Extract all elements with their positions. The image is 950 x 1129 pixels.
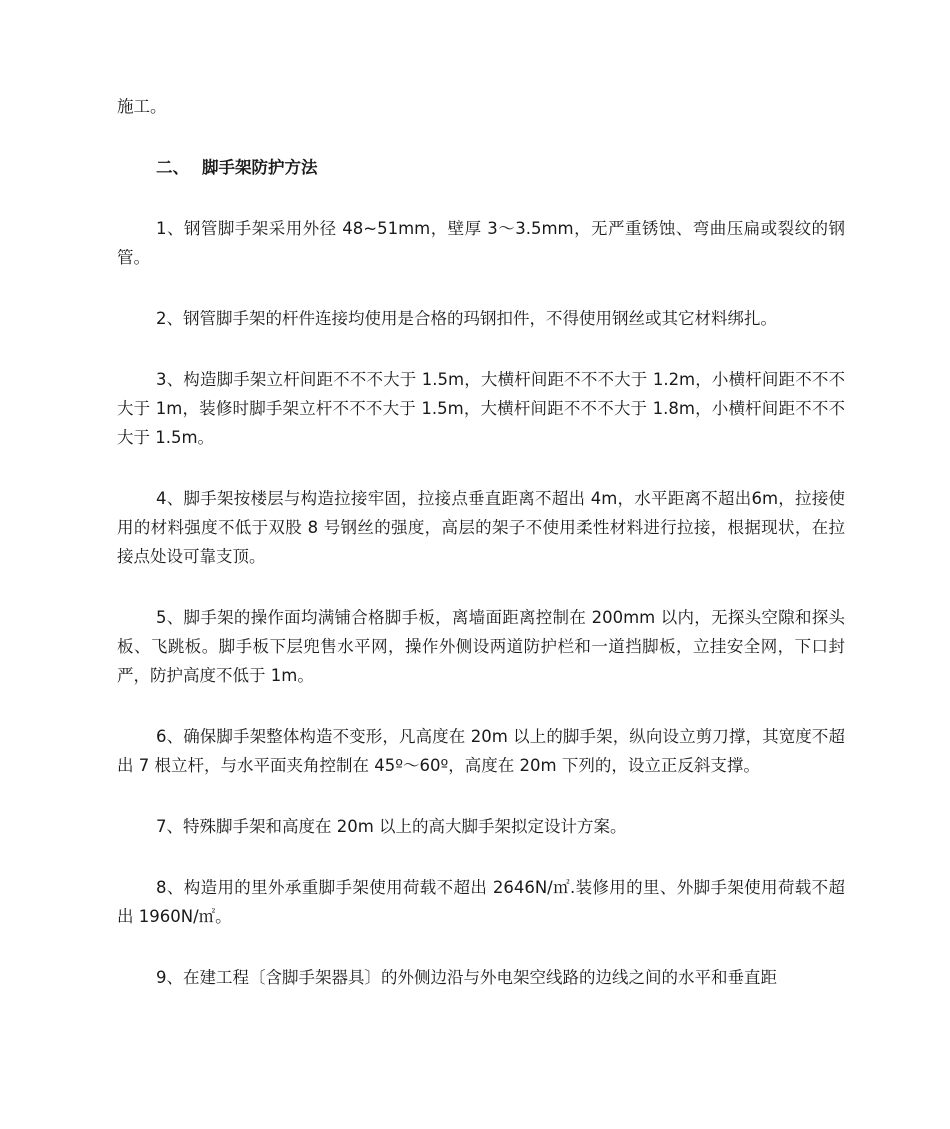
paragraph-8: 8、构造用的里外承重脚手架使用荷载不超出 2646N/㎡.装修用的里、外脚手架使用荷载不超出 1960N/㎡。 (117, 878, 845, 926)
paragraph-9: 9、在建工程〔含脚手架器具〕的外侧边沿与外电架空线路的边线之间的水平和垂直距 (156, 968, 777, 987)
continuation-text: 施工。 (117, 97, 167, 116)
paragraph-3: 3、构造脚手架立杆间距不不不大于 1.5m，大横杆间距不不不大于 1.2m，小横杆间距不不不大于 1m，装修时脚手架立杆不不不大于 1.5m，大横杆间距不不不大于 1.8m，小横杆间距不不不大于 1.5m。 (117, 370, 845, 447)
paragraph-4: 4、脚手架按楼层与构造拉接牢固，拉接点垂直距离不超出 4m，水平距离不超出6m，拉接使用的材料强度不低于双股 8 号钢丝的强度，高层的架子不使用柔性材料进行拉接，根据现状，在拉接点处设可靠支顶。 (117, 489, 845, 566)
paragraph-6: 6、确保脚手架整体构造不变形，凡高度在 20m 以上的脚手架，纵向设立剪刀撑，其宽度不超出 7 根立杆，与水平面夹角控制在 45º～60º，高度在 20m 下列的，设立正反斜支撑。 (117, 727, 845, 775)
document-body (117, 92, 845, 1024)
paragraph-7: 7、特殊脚手架和高度在 20m 以上的高大脚手架拟定设计方案。 (156, 817, 627, 836)
section-heading-title: 脚手架防护方法 (202, 158, 318, 177)
paragraph-2: 2、钢管脚手架的杆件连接均使用是合格的玛钢扣件，不得使用钢丝或其它材料绑扎。 (156, 309, 777, 328)
section-heading (117, 153, 845, 182)
section-heading-number: 二、 (156, 158, 189, 177)
paragraph-5: 5、脚手架的操作面均满铺合格脚手板，离墙面距离控制在 200mm 以内，无探头空隙和探头板、飞跳板。脚手板下层兜售水平网，操作外侧设两道防护栏和一道挡脚板，立挂安全网，下口封严，防护高度不低于 1m。 (117, 608, 845, 685)
paragraph-1: 1、钢管脚手架采用外径 48~51mm，壁厚 3～3.5mm，无严重锈蚀、弯曲压扁或裂纹的钢管。 (117, 219, 845, 267)
